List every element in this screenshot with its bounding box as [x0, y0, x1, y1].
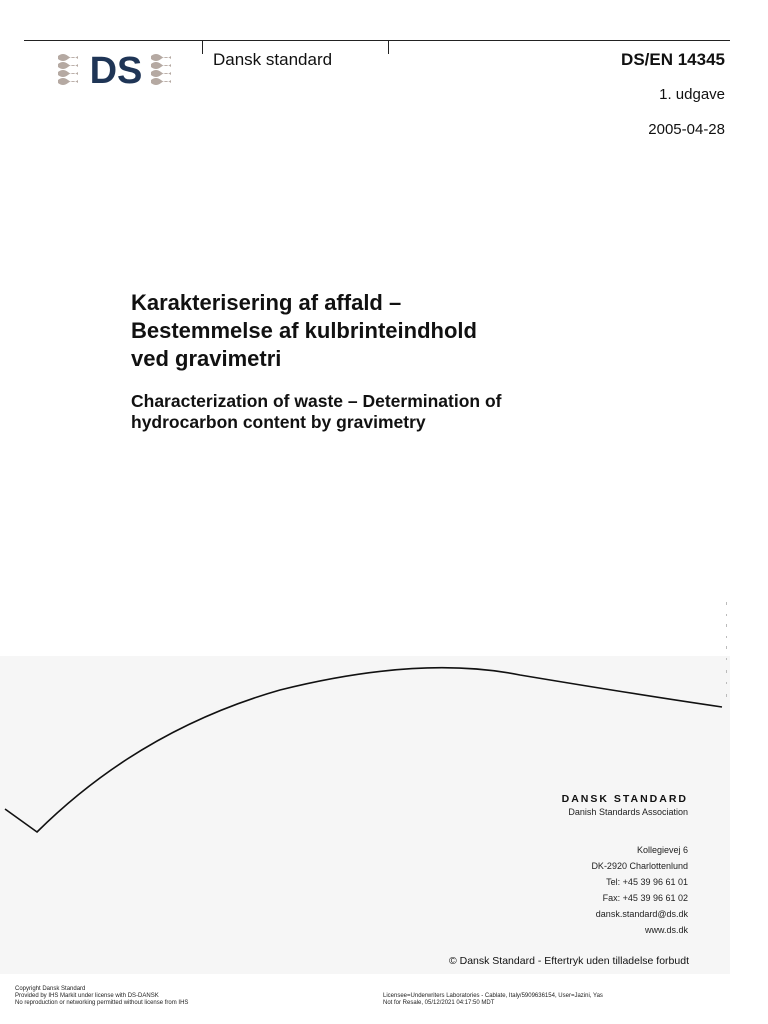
footer-line: Provided by IHS Markit under license with DS-DANSK [15, 993, 159, 999]
organization-name: DANSK STANDARD [561, 793, 688, 805]
edition: 1. udgave [659, 86, 725, 103]
wave-left-icon [58, 54, 78, 85]
title-danish-line: Karakterisering af affald – [131, 290, 402, 315]
footer-line: No reproduction or networking permitted without license from IHS [15, 1000, 189, 1006]
footer-left [15, 986, 188, 1007]
footer-right [383, 993, 603, 1007]
email-link[interactable]: dansk.standard@ds.dk [595, 909, 688, 920]
wave-right-icon [151, 54, 171, 85]
title-danish [131, 289, 651, 373]
address-line: Tel: +45 39 96 61 01 [606, 877, 688, 888]
website-link[interactable]: www.ds.dk [644, 925, 688, 936]
standard-number: DS/EN 14345 [621, 50, 725, 69]
title-danish-line: ved gravimetri [131, 346, 282, 371]
logo-text: DS [89, 50, 143, 88]
footer-line: Not for Resale, 05/12/2021 04:17:50 MDT [383, 1000, 495, 1006]
copyright-notice: © Dansk Standard - Eftertryk uden tilladelse forbudt [448, 955, 689, 967]
decorative-arc [0, 600, 768, 860]
address-block [591, 842, 688, 939]
footer-line: Copyright Dansk Standard [15, 986, 86, 992]
organization-block [562, 793, 688, 817]
ds-logo [56, 50, 176, 88]
title-english-line: Characterization of waste – Determination of [131, 391, 502, 411]
header-divider-tick [202, 40, 203, 54]
footer-line: Licensee=Underwriters Laboratories - Cablate, Italy/5909636154, User=Jazini, Yas [383, 993, 603, 999]
header-rule [24, 40, 730, 41]
title-english [131, 391, 651, 433]
header-divider-tick [388, 40, 389, 54]
publication-date: 2005-04-28 [648, 121, 725, 138]
title-danish-line: Bestemmelse af kulbrinteindhold [131, 318, 477, 343]
address-line: Fax: +45 39 96 61 02 [602, 893, 688, 904]
organization-subtitle: Danish Standards Association [568, 807, 688, 817]
standard-label: Dansk standard [213, 50, 333, 69]
address-line: Kollegievej 6 [636, 845, 688, 855]
title-english-line: hydrocarbon content by gravimetry [131, 412, 426, 432]
address-line: DK-2920 Charlottenlund [591, 861, 688, 872]
vertical-watermark [722, 600, 732, 710]
